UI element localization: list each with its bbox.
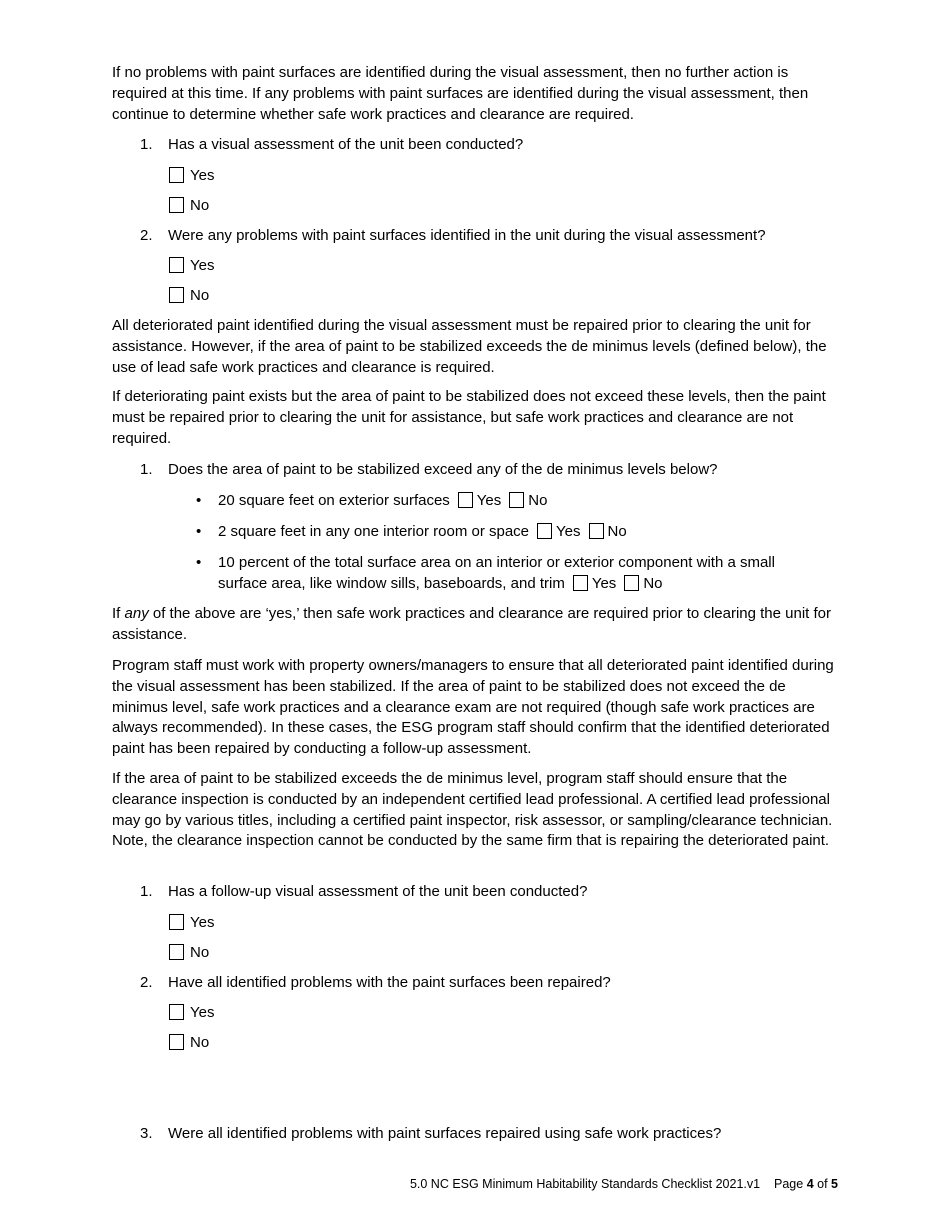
question-text: Does the area of paint to be stabilized exceed any of the de minimus levels below? (168, 461, 718, 478)
no-checkbox[interactable] (589, 523, 604, 539)
bullet-text: 10 percent of the total surface area on an interior or exterior component with a small (218, 554, 775, 571)
no-checkbox[interactable] (169, 197, 184, 213)
emphasis-any: any (124, 605, 149, 622)
footer-page-label: Page (774, 1177, 804, 1191)
levels-paragraph: If deteriorating paint exists but the area of paint to be stabilized does not exceed these levels, then the paint must be repaired prior to clearing the unit for assistance, but safe work practices and clearance are not required. (112, 388, 826, 447)
question-number: 1. (140, 461, 153, 478)
bullet-text-cont: surface area, like window sills, baseboards, and trim (218, 574, 565, 592)
any-yes-paragraph (112, 604, 840, 646)
question-text: Were any problems with paint surfaces identified in the unit during the visual assessment? (168, 227, 766, 244)
no-checkbox[interactable] (169, 287, 184, 303)
question-number: 2. (140, 974, 153, 991)
para-text: If (112, 605, 125, 622)
option-label: Yes (190, 167, 215, 184)
yes-label: Yes (591, 574, 617, 592)
question-number: 1. (140, 883, 153, 900)
para-text: of the above are ‘yes,’ then safe work practices and clearance are required prior to clearing the unit for assistance. (112, 605, 832, 643)
bullet-icon: • (196, 492, 202, 509)
question-number: 2. (140, 227, 153, 244)
option-yes (169, 913, 214, 933)
option-yes (169, 1003, 214, 1023)
deteriorated-paint-paragraph: All deteriorated paint identified during the visual assessment must be repaired prior to clearing the unit for assistance. However, if the area of paint to be stabilized exceeds the de minimus levels (defined below), the use of lead safe work practices and clearance is required. (112, 317, 827, 376)
option-label: No (190, 1034, 210, 1051)
no-checkbox[interactable] (509, 492, 524, 508)
question-text: Were all identified problems with paint surfaces repaired using safe work practices? (168, 1125, 722, 1142)
option-no (169, 1033, 209, 1053)
footer-doc-title: 5.0 NC ESG Minimum Habitability Standards Checklist 2021.v1 (409, 1177, 761, 1191)
yes-checkbox[interactable] (458, 492, 473, 508)
option-label: No (190, 944, 210, 961)
yes-checkbox[interactable] (573, 575, 588, 591)
question-text: Has a visual assessment of the unit been conducted? (168, 136, 524, 153)
bullet-text: 2 square feet in any one interior room or space (218, 523, 530, 540)
option-label: Yes (190, 914, 215, 931)
option-no (169, 286, 209, 306)
intro-paragraph: If no problems with paint surfaces are identified during the visual assessment, then no further action is required at this time. If any problems with paint surfaces are identified during the visual assessment, then continue to determine whether safe work practices and clearance are required. (112, 64, 809, 123)
bullet-text: 20 square feet on exterior surfaces (218, 492, 450, 509)
no-label: No (643, 574, 663, 592)
option-label: Yes (190, 1004, 215, 1021)
no-label: No (528, 492, 548, 509)
option-no (169, 196, 209, 216)
no-label: No (607, 523, 627, 540)
yes-label: Yes (556, 523, 581, 540)
option-label: Yes (190, 257, 215, 274)
option-yes (169, 166, 214, 186)
page-footer (410, 1176, 838, 1192)
bullet-icon: • (196, 523, 202, 540)
yes-checkbox[interactable] (169, 1004, 184, 1020)
footer-page-number: 4 (806, 1177, 814, 1191)
yes-checkbox[interactable] (169, 914, 184, 930)
yes-label: Yes (476, 492, 502, 509)
question-number: 1. (140, 136, 153, 153)
bullet-icon: • (196, 554, 202, 571)
question-number: 3. (140, 1125, 153, 1142)
yes-checkbox[interactable] (537, 523, 552, 539)
no-checkbox[interactable] (169, 1034, 184, 1050)
question-text: Has a follow-up visual assessment of the unit been conducted? (168, 883, 588, 900)
no-checkbox[interactable] (624, 575, 639, 591)
option-no (169, 943, 209, 963)
no-checkbox[interactable] (169, 944, 184, 960)
footer-of-label: of (817, 1177, 828, 1191)
clearance-paragraph: If the area of paint to be stabilized exceeds the de minimus level, program staff should ensure that the clearance inspection is conducted by an independent certified lead professional. A certified lead professional may go by various titles, including a certified paint inspector, risk assessor, or sampling/clearance technician. Note, the clearance inspection cannot be conducted by the same firm that is repairing the deteriorated paint. (112, 770, 833, 850)
footer-page-total: 5 (831, 1177, 838, 1191)
yes-checkbox[interactable] (169, 257, 184, 273)
program-staff-paragraph: Program staff must work with property owners/managers to ensure that all deteriorated paint identified during the visual assessment has been stabilized. If the area of paint to be stabilized does not exceed the de minimus level, safe work practices and a clearance exam are not required (though safe work practices are always recommended). In these cases, the ESG program staff should confirm that the identified deteriorated paint has been repaired by conducting a follow-up assessment. (112, 657, 834, 758)
option-label: No (190, 287, 210, 304)
question-text: Have all identified problems with the paint surfaces been repaired? (168, 974, 611, 991)
option-label: No (190, 197, 210, 214)
yes-checkbox[interactable] (169, 167, 184, 183)
option-yes (169, 256, 214, 276)
